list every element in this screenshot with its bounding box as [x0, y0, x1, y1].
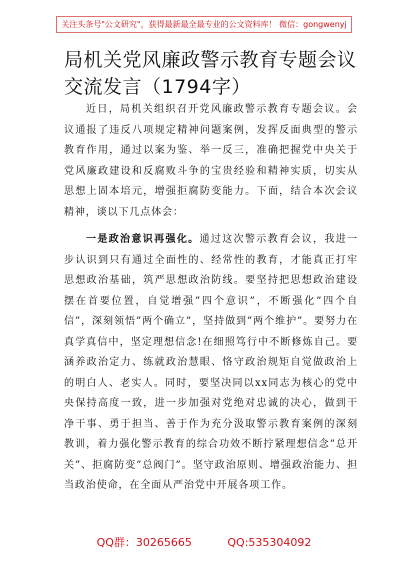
document-title: 局机关党风廉政警示教育专题会议交流发言（1794字）	[64, 49, 357, 98]
promo-banner-text: 关注头条号"公文研究"，获得最新最全最专业的公文资料库！ 微信：gongwenyj	[56, 16, 352, 33]
paragraph-political-awareness-text: 通过这次警示教育会议，我进一步认识到只有通过全面性的、经常性的教育，才能真正打牢思想政治基础，筑严思想政治防线。要坚持把思想政治建设摆在首要位置，自觉增强”四个意识”，不断强化”四个自信”，深刻领悟”两个确立”，坚持做到”两个维护”。要努力在真学真信中，坚定理想信念!在细照笃行中不断修炼自己。要涵养政治定力、练就政治慧眼、恪守政治规矩自觉做政治上的明白人、老实人。同时，要坚决同以xx同志为核心的党中央保持高度一致，进一步加强对党绝对忠诚的决心，做到干净干事、勇于担当、善于作为充分汲取警示教育案例的深刻教训，着力强化警示教育的综合功效不断拧紧理想信念”总开关”、拒腐防变”总阀门”。坚守政治原则、增强政治能力、担当政治使命，在全面从严治党中开展各项工作。	[64, 234, 359, 491]
paragraph-intro	[64, 100, 358, 223]
promo-banner	[0, 12, 408, 33]
footer-qq: QQ:535304092	[227, 536, 312, 549]
paragraph-intro-text: 近日，局机关组织召开党风廉政警示教育专题会议。会议通报了违反八项规定精神问题案例，发挥反面典型的警示教育作用，通过以案为鉴、举一反三，准确把握党中央关于党风廉政建设和反腐败斗争的宝贵经验和精神实质，切实从思想上固本培元，增强拒腐防变能力。下面，结合本次会议精神，谈以下几点体会：	[64, 104, 358, 218]
paragraph-lead: 一是政治意识再强化。	[86, 234, 200, 245]
page-footer	[0, 534, 408, 550]
paragraph-political-awareness	[64, 230, 358, 497]
document-body	[64, 100, 358, 497]
footer-qq-group: QQ群：30265665	[96, 536, 192, 549]
